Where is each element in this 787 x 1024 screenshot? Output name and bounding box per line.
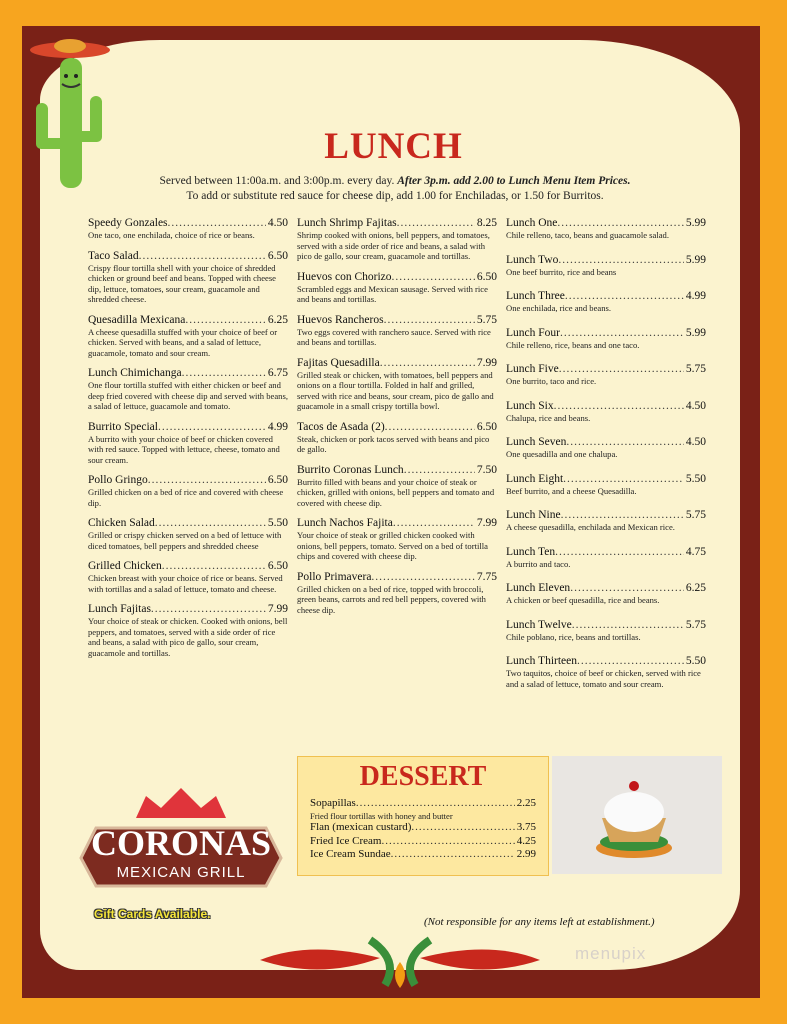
leader-dots	[557, 216, 683, 230]
item-price: 7.99	[267, 603, 288, 615]
item-name: Lunch Nine	[506, 509, 561, 521]
item-price: 5.99	[685, 217, 706, 229]
leader-dots	[561, 508, 684, 522]
item-price: 5.50	[685, 655, 706, 667]
item-name: Lunch Shrimp Fajitas	[297, 217, 397, 229]
leader-dots	[182, 366, 266, 380]
item-description: One quesadilla and one chalupa.	[506, 449, 618, 459]
menu-item	[88, 473, 288, 508]
item-name: Pollo Gringo	[88, 474, 148, 486]
dessert-name: Ice Cream Sundae	[310, 848, 391, 860]
menu-item-row	[506, 508, 706, 522]
menu-item	[88, 559, 288, 594]
menu-item	[297, 270, 497, 305]
menu-item	[506, 326, 706, 351]
leader-dots	[555, 545, 684, 559]
leader-dots	[158, 420, 266, 434]
menu-item-row	[297, 270, 497, 284]
item-name: Lunch Four	[506, 326, 560, 339]
dessert-item	[310, 821, 536, 835]
dessert-list	[310, 797, 536, 862]
leader-dots	[560, 326, 684, 340]
item-description: Chalupa, rice and beans.	[506, 412, 591, 423]
item-name: Burrito Special	[88, 420, 158, 433]
item-description: One flour tortilla stuffed with either chicken or beef and deep fried covered with cheese dip and served with beans, a salad of lettuce, guacamole and tomato.	[88, 380, 288, 411]
leader-dots	[148, 473, 266, 487]
item-name: Lunch One	[506, 217, 558, 229]
dessert-name: Fried Ice Cream	[310, 834, 382, 847]
menu-item	[506, 289, 706, 314]
dessert-item	[310, 797, 536, 811]
menu-item	[506, 435, 706, 460]
item-name: Huevos Rancheros	[297, 313, 384, 326]
menu-item-row	[88, 420, 288, 434]
item-description: Scrambled eggs and Mexican sausage. Served with rice and beans and tortillas.	[297, 283, 488, 304]
item-price: 6.50	[267, 249, 288, 262]
leader-dots	[139, 249, 266, 263]
intro-line-1	[90, 174, 700, 189]
logo-subtitle: MEXICAN GRILL	[116, 864, 246, 881]
dessert-photo	[552, 756, 722, 874]
leader-dots	[391, 848, 515, 862]
item-description: Shrimp cooked with onions, bell peppers, and tomatoes, served with a side order of rice and beans, a salad with pico de gallo, sour cream, guacamole and tortillas.	[297, 230, 490, 261]
item-price: 7.50	[476, 463, 497, 476]
item-price: 7.99	[476, 517, 497, 529]
menu-item	[506, 399, 706, 424]
menu-item	[506, 253, 706, 278]
responsibility-notice: (Not responsible for any items left at establishment.)	[424, 916, 655, 928]
item-price: 4.99	[267, 420, 288, 433]
menu-item-row	[88, 249, 288, 263]
menu-item-row	[506, 472, 706, 486]
leader-dots	[397, 216, 475, 230]
menu-item	[88, 420, 288, 466]
leader-dots	[554, 399, 684, 413]
chili-peppers-decoration	[250, 930, 550, 990]
menu-item-row	[506, 581, 706, 595]
item-name: Lunch Eleven	[506, 582, 571, 594]
item-description: Crispy flour tortilla shell with your choice of shredded chicken or ground beef and beans. Topped with cheese dip, lettuce, tomatoes, sour cream, guacamole and shredded cheese.	[88, 262, 276, 304]
item-description: Burrito filled with beans and your choice of steak or chicken, grilled with onions, bell peppers and tomato and covered with cheese dip.	[297, 476, 495, 508]
item-price: 6.25	[267, 313, 288, 326]
leader-dots	[151, 602, 266, 616]
menu-item-row	[88, 559, 288, 573]
intro-line-2: To add or substitute red sauce for cheese dip, add 1.00 for Enchiladas, or 1.50 for Burritos.	[186, 190, 604, 202]
menu-item	[506, 618, 706, 643]
menu-item	[88, 249, 288, 305]
item-description: One enchilada, rice and beans.	[506, 303, 611, 313]
menu-item-row	[506, 216, 706, 230]
leader-dots	[411, 821, 514, 835]
leader-dots	[168, 216, 266, 230]
menu-item-row	[297, 313, 497, 327]
menu-item-row	[297, 516, 497, 530]
item-name: Lunch Seven	[506, 436, 567, 448]
leader-dots	[572, 618, 684, 632]
item-name: Lunch Three	[506, 290, 565, 302]
menu-item	[88, 602, 288, 658]
menu-item	[88, 313, 288, 359]
menu-item	[506, 508, 706, 533]
item-description: One burrito, taco and rice.	[506, 376, 597, 386]
lunch-title: LUNCH	[324, 126, 463, 167]
logo-name: CORONAS	[90, 823, 272, 863]
item-description: One taco, one enchilada, choice of rice or beans.	[88, 230, 255, 240]
item-description: Chile poblano, rice, beans and tortillas.	[506, 631, 641, 642]
menu-item-row	[297, 570, 497, 584]
item-price: 5.99	[685, 326, 706, 339]
item-price: 5.75	[685, 509, 706, 521]
item-description: Chile relleno, taco, beans and guacamole salad.	[506, 230, 669, 240]
menu-item	[297, 570, 497, 616]
menu-item-row	[88, 516, 288, 530]
dessert-title: DESSERT	[359, 761, 487, 792]
item-description: Grilled or crispy chicken served on a bed of lettuce with diced tomatoes, bell peppers and shredded cheese	[88, 530, 282, 551]
menu-item	[297, 463, 497, 509]
item-description: A burrito and taco.	[506, 558, 571, 569]
item-name: Grilled Chicken	[88, 560, 162, 572]
item-name: Fajitas Quesadilla	[297, 356, 380, 369]
menu-item-row	[88, 216, 288, 230]
menu-item	[506, 362, 706, 387]
item-name: Lunch Two	[506, 253, 559, 266]
menu-item-row	[297, 463, 497, 477]
item-name: Lunch Chimichanga	[88, 367, 182, 379]
menu-item	[506, 581, 706, 606]
item-description: Your choice of steak or chicken. Cooked with onions, bell peppers, and tomatoes, served with a side order of rice and beans, a salad with pico de gallo, sour cream, guacamole and tortillas.	[88, 616, 288, 658]
item-name: Pollo Primavera	[297, 570, 372, 583]
item-description: Grilled steak or chicken, with tomatoes, bell peppers and onions on a flour tortilla. Folded in half and grilled, served with rice and beans, sour cream, pico de gallo and guacamole in a small crispy tortilla bowl.	[297, 369, 494, 411]
item-price: 6.50	[267, 560, 288, 572]
menu-item	[506, 216, 706, 241]
dessert-price: 2.25	[516, 797, 536, 809]
menu-item	[88, 366, 288, 412]
item-name: Lunch Six	[506, 399, 554, 412]
menu-item-row	[297, 420, 497, 434]
item-price: 6.75	[267, 367, 288, 379]
item-description: A chicken or beef quesadilla, rice and beans.	[506, 595, 660, 605]
menu-item-row	[506, 399, 706, 413]
item-price: 4.50	[685, 436, 706, 448]
menu-item	[88, 516, 288, 551]
item-price: 5.99	[685, 253, 706, 266]
leader-dots	[577, 654, 684, 668]
menu-item-row	[506, 654, 706, 668]
menu-column-3	[506, 216, 706, 701]
item-price: 4.50	[685, 399, 706, 412]
item-description: Chicken breast with your choice of rice or beans. Served with tortillas and a salad of lettuce, tomato and cheese.	[88, 573, 283, 594]
item-price: 7.99	[476, 356, 497, 369]
menu-item-row	[297, 216, 497, 230]
item-price: 6.25	[685, 582, 706, 594]
item-name: Lunch Fajitas	[88, 603, 151, 615]
leader-dots	[155, 516, 266, 530]
leader-dots	[371, 570, 474, 584]
item-name: Lunch Eight	[506, 472, 564, 485]
menu-item-row	[506, 545, 706, 559]
item-description: Grilled chicken on a bed of rice and covered with cheese dip.	[88, 487, 284, 508]
item-price: 5.75	[685, 618, 706, 631]
dessert-description: Fried flour tortillas with honey and butter	[310, 810, 453, 821]
item-description: A cheese quesadilla stuffed with your choice of beef or chicken. Served with beans, and a salad of lettuce, guacamole, tomato and sour cream.	[88, 326, 278, 358]
item-description: Steak, chicken or pork tacos served with beans and pico de gallo.	[297, 433, 490, 454]
leader-dots	[565, 289, 684, 303]
menu-item	[88, 216, 288, 241]
item-description: Beef burrito, and a cheese Quesadilla.	[506, 485, 637, 496]
dessert-price: 3.75	[516, 821, 536, 833]
item-name: Lunch Twelve	[506, 618, 572, 631]
watermark: menupix	[575, 944, 647, 963]
item-price: 4.50	[267, 217, 288, 229]
item-price: 6.50	[267, 474, 288, 486]
item-name: Lunch Thirteen	[506, 655, 577, 667]
menu-item	[297, 516, 497, 562]
menu-item-row	[506, 253, 706, 267]
item-name: Huevos con Chorizo	[297, 270, 392, 283]
item-price: 4.75	[685, 545, 706, 558]
item-price: 5.75	[476, 313, 497, 326]
menu-item	[506, 654, 706, 689]
menu-item-row	[88, 366, 288, 380]
item-price: 6.50	[476, 420, 497, 433]
leader-dots	[558, 253, 684, 267]
menu-item-row	[506, 362, 706, 376]
item-description: A burrito with your choice of beef or chicken covered with red sauce. Topped with lettuce, cheese, tomato and sour cream.	[88, 433, 280, 465]
dessert-name: Sopapillas	[310, 797, 356, 809]
item-price: 6.50	[476, 270, 497, 283]
item-price: 8.25	[476, 217, 497, 229]
item-description: Your choice of steak or grilled chicken cooked with onions, bell peppers, tomato. Served on a bed of tortilla chips and covered with cheese dip.	[297, 530, 488, 561]
leader-dots	[356, 797, 515, 811]
intro-hours: Served between 11:00a.m. and 3:00p.m. every day.	[159, 175, 395, 187]
leader-dots	[392, 270, 475, 284]
item-name: Burrito Coronas Lunch	[297, 463, 404, 476]
gift-cards-note: Gift Cards Available.	[94, 907, 211, 921]
item-name: Lunch Ten	[506, 545, 556, 558]
item-name: Lunch Five	[506, 363, 559, 375]
menu-item	[297, 420, 497, 455]
menu-item	[506, 545, 706, 570]
item-name: Speedy Gonzales	[88, 217, 168, 229]
leader-dots	[559, 362, 684, 376]
menu-item-row	[506, 435, 706, 449]
menu-item-row	[297, 356, 497, 370]
item-description: A cheese quesadilla, enchilada and Mexican rice.	[506, 522, 675, 532]
menu-item	[297, 313, 497, 348]
item-name: Lunch Nachos Fajita	[297, 517, 393, 529]
item-description: One beef burrito, rice and beans	[506, 266, 617, 277]
dessert-price: 2.99	[516, 848, 536, 860]
menu-item-row	[88, 602, 288, 616]
leader-dots	[380, 356, 475, 370]
item-description: Two taquitos, choice of beef or chicken, served with rice and a salad of lettuce, tomato and sour cream.	[506, 668, 701, 689]
fried-ice-cream-image	[552, 756, 722, 874]
item-description: Chile relleno, rice, beans and one taco.	[506, 339, 640, 350]
leader-dots	[162, 559, 266, 573]
menu-item-row	[506, 326, 706, 340]
dessert-item	[310, 848, 536, 862]
leader-dots	[570, 581, 684, 595]
item-name: Taco Salad	[88, 249, 139, 262]
intro-price-note: After 3p.m. add 2.00 to Lunch Menu Item Prices.	[397, 175, 631, 187]
leader-dots	[563, 472, 684, 486]
leader-dots	[381, 835, 514, 849]
menu-item	[297, 216, 497, 262]
item-price: 7.75	[476, 570, 497, 583]
item-name: Quesadilla Mexicana	[88, 313, 186, 326]
item-description: Two eggs covered with ranchero sauce. Served with rice and beans and tortillas.	[297, 326, 491, 347]
item-price: 5.50	[267, 517, 288, 529]
menu-item-row	[506, 618, 706, 632]
menu-item	[297, 356, 497, 412]
item-price: 5.50	[685, 472, 706, 485]
dessert-name: Flan (mexican custard)	[310, 821, 412, 833]
item-name: Chicken Salad	[88, 517, 155, 529]
leader-dots	[385, 420, 475, 434]
menu-column-1	[88, 216, 288, 666]
dessert-box	[297, 756, 549, 876]
leader-dots	[566, 435, 684, 449]
dessert-price: 4.25	[516, 834, 536, 847]
item-description: Grilled chicken on a bed of rice, topped with broccoli, green beans, carrots and red bell peppers, covered with cheese dip.	[297, 583, 486, 615]
menu-column-2	[297, 216, 497, 623]
menu-item-row	[88, 313, 288, 327]
leader-dots	[384, 313, 475, 327]
leader-dots	[185, 313, 265, 327]
menu-item-row	[88, 473, 288, 487]
leader-dots	[404, 463, 475, 477]
item-name: Tacos de Asada (2)	[297, 420, 385, 433]
coronas-logo	[76, 788, 286, 888]
item-price: 5.75	[685, 363, 706, 375]
dessert-item	[310, 835, 536, 849]
item-price: 4.99	[685, 290, 706, 302]
menu-item-row	[506, 289, 706, 303]
menu-item	[506, 472, 706, 497]
leader-dots	[393, 516, 475, 530]
